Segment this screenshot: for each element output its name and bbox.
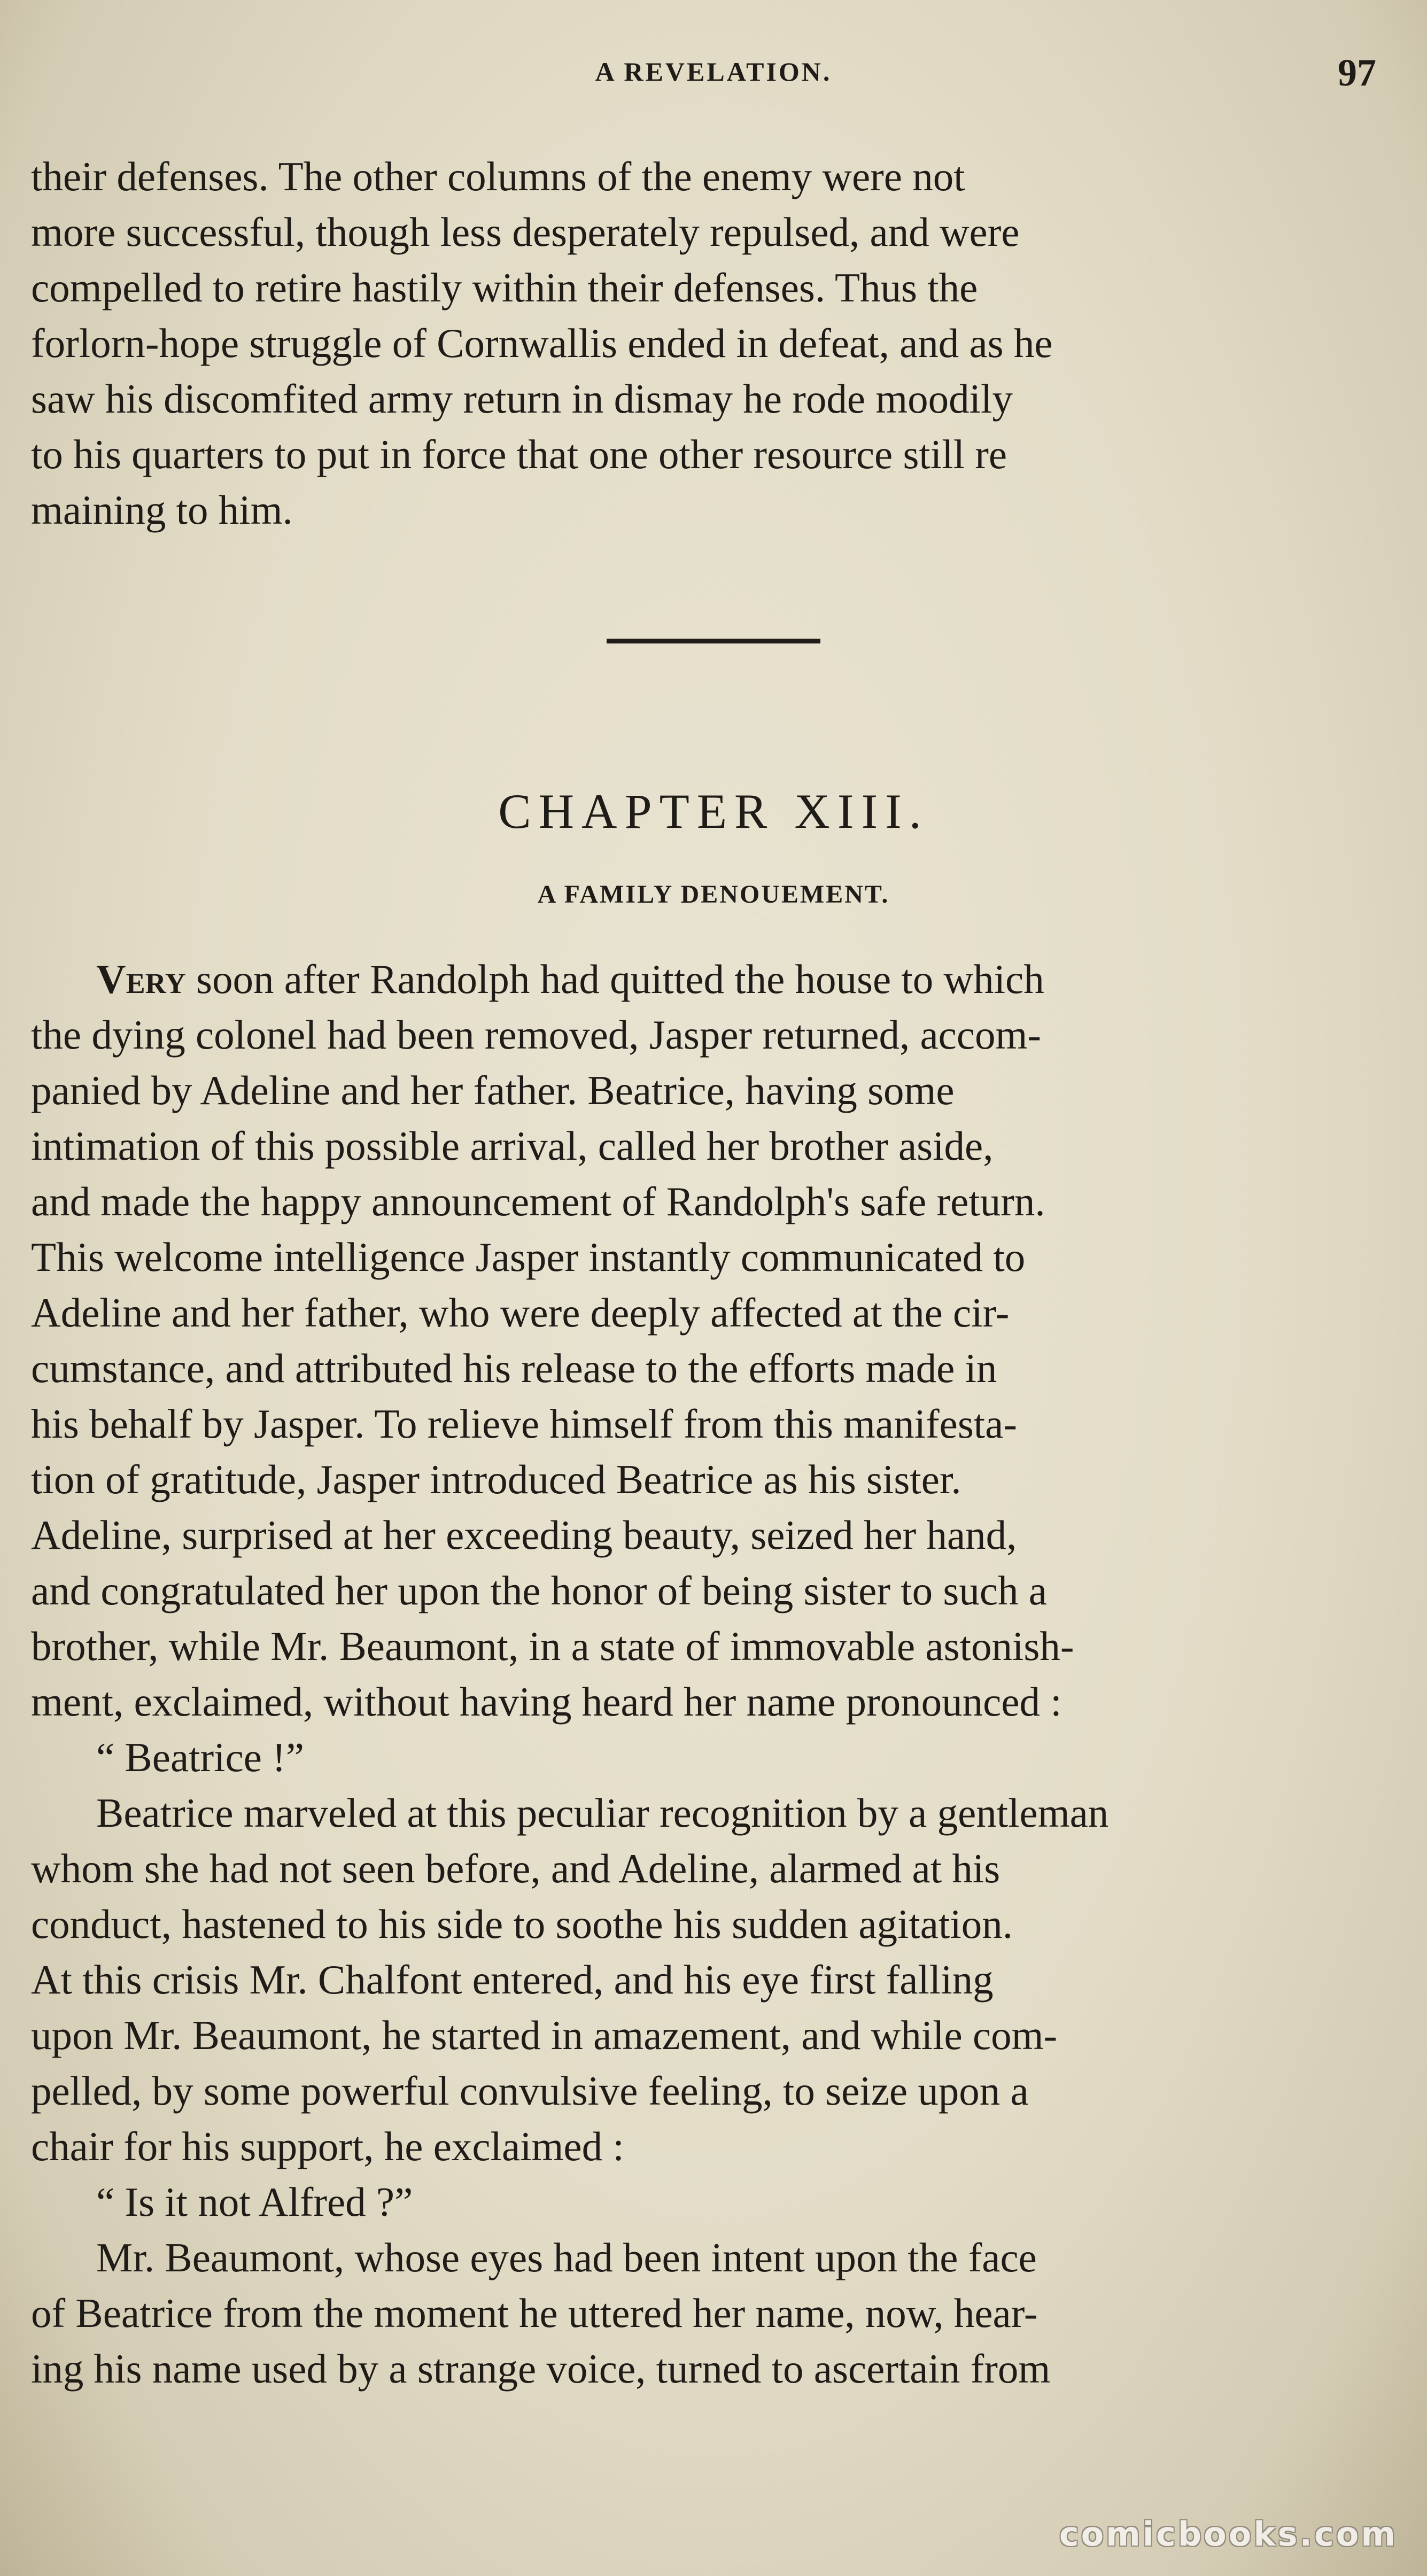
paragraph: [31, 1785, 1378, 2174]
text-line: cumstance, and attributed his release to the efforts made in: [31, 1345, 997, 1391]
chapter-title: CHAPTER XIII.: [498, 784, 929, 839]
text-line: soon after Randolph had quitted the house to which: [185, 956, 1044, 1002]
section-divider: [607, 639, 820, 643]
text-line: more successful, though less desperately repulsed, and were: [31, 209, 1020, 255]
text-line: saw his discomfited army return in dismay he rode moodily: [31, 376, 1013, 422]
text-line: pelled, by some powerful convulsive feeling, to seize upon a: [31, 2068, 1029, 2114]
page-number: 97: [1338, 51, 1376, 94]
chapter-body: [31, 951, 1378, 2396]
text-line: Adeline and her father, who were deeply affected at the cir-: [31, 1290, 1010, 1336]
text-line: and congratulated her upon the honor of being sister to such a: [31, 1568, 1047, 1613]
text-line: brother, while Mr. Beaumont, in a state of immovable astonish-: [31, 1623, 1074, 1669]
text-line: conduct, hastened to his side to soothe his sudden agitation.: [31, 1901, 1013, 1947]
lead-word: Very: [96, 956, 186, 1002]
text-line: Beatrice marveled at this peculiar recognition by a gentleman: [96, 1790, 1109, 1836]
text-line: This welcome intelligence Jasper instantly communicated to: [31, 1234, 1026, 1280]
running-title: A REVELATION.: [595, 57, 832, 87]
text-line: compelled to retire hastily within their defenses. Thus the: [31, 265, 978, 311]
text-line: to his quarters to put in force that one other resource still re: [31, 431, 1007, 477]
text-line: chair for his support, he exclaimed :: [31, 2123, 624, 2169]
text-line: tion of gratitude, Jasper introduced Beatrice as his sister.: [31, 1456, 961, 1502]
quote-paragraph: [31, 1729, 1378, 1785]
text-line: ment, exclaimed, without having heard her name pronounced :: [31, 1679, 1062, 1725]
watermark: comicbooks.com: [1059, 2515, 1398, 2554]
text-line: Mr. Beaumont, whose eyes had been intent upon the face: [96, 2234, 1037, 2280]
running-head: [0, 51, 1427, 99]
text-line: and made the happy announcement of Randolph's safe return.: [31, 1178, 1045, 1224]
text-line: forlorn-hope struggle of Cornwallis ended in defeat, and as he: [31, 320, 1053, 366]
text-line: his behalf by Jasper. To relieve himself from this manifesta-: [31, 1401, 1017, 1447]
paragraph: [31, 2230, 1378, 2396]
text-line: the dying colonel had been removed, Jasper returned, accom-: [31, 1012, 1042, 1058]
continuation-text: [31, 149, 1378, 538]
text-line: upon Mr. Beaumont, he started in amazement, and while com-: [31, 2012, 1058, 2058]
paragraph: [31, 951, 1378, 1729]
text-line: ing his name used by a strange voice, turned to ascertain from: [31, 2346, 1051, 2392]
text-line: their defenses. The other columns of the enemy were not: [31, 153, 965, 199]
text-line: maining to him.: [31, 487, 293, 533]
text-line: Adeline, surprised at her exceeding beauty, seized her hand,: [31, 1512, 1017, 1558]
text-line: intimation of this possible arrival, called her brother aside,: [31, 1123, 994, 1169]
chapter-subtitle: A FAMILY DENOUEMENT.: [537, 880, 890, 909]
text-line: panied by Adeline and her father. Beatrice, having some: [31, 1067, 955, 1113]
text-line: “ Beatrice !”: [96, 1734, 304, 1780]
quote-paragraph: [31, 2174, 1378, 2230]
continuation-paragraph: [31, 149, 1378, 538]
text-line: of Beatrice from the moment he uttered her name, now, hear-: [31, 2290, 1038, 2336]
text-line: At this crisis Mr. Chalfont entered, and his eye first falling: [31, 1957, 994, 2003]
text-line: whom she had not seen before, and Adeline, alarmed at his: [31, 1845, 1001, 1891]
text-line: “ Is it not Alfred ?”: [96, 2179, 413, 2225]
